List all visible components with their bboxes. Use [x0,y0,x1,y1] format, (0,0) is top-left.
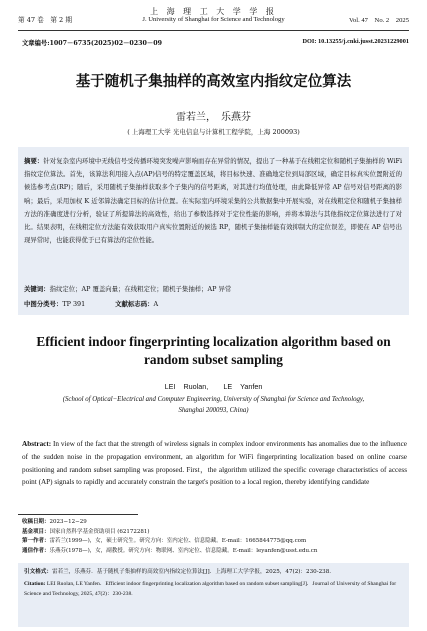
abstract-en-text: In view of the fact that the strength of wireless signals in complex indoor environments has anomalies due to the influence of the sudden noise in the propagation environment, an algorithm for WiFi fingerprinting localization based on online coarse positioning and random subset sampling was proposed. First，the algorithm utilized the specific coverage characteristics of access point (AP) signals to rapidly and accurately constrain the target's position to a local region, thereby identifying candidate [22,440,407,487]
clc-label: 中图分类号： [24,300,63,308]
header-divider [18,30,409,31]
classification [24,299,402,308]
volume-issue-cn: 第 47 卷 第 2 期 [18,16,72,24]
clc-number: TP 391 [62,300,86,308]
citation-cn-text: 雷若兰，乐燕芬．基于随机子集抽样的高效室内指纹定位算法[J]．上海理工大学学报，2025，47(2)：230-238. [51,569,332,575]
keywords-cn-label: 关键词： [24,285,50,293]
footnote-received: 收稿日期：2023−12−29 [22,519,87,525]
affiliation-en: (School of Optical−Electrical and Computer Engineering, University of Shanghai for Science and Technology, Shanghai 200093, China) [62,396,365,414]
article-number: 文章编号:1007－6735(2025)02－0230－09 [22,40,162,47]
doi[interactable]: DOI: 10.13255/j.cnki.jusst.20231229001 [302,38,409,45]
citation-cn-label: 引文格式： [24,569,52,575]
journal-title-en: J. University of Shanghai for Science and Technology [142,16,285,23]
paper-title-cn: 基于随机子集抽样的高效室内指纹定位算法 [75,74,352,90]
journal-header [18,6,409,28]
citation-cn [24,567,404,577]
volume-issue-en: Vol. 47 No. 2 2025 [349,17,409,24]
chinese-abstract-block [18,147,409,315]
abstract-cn-label: 摘要： [24,157,44,165]
citation-block [18,563,409,627]
keywords-cn [24,284,402,293]
citation-en-text: LEI Ruolan, LE Yanfen．Efficient indoor fingerprinting localization algorithm based on random subset sampling[J]．Journal of University of Shanghai for Science and Technology, 2025, 47(2)：230-238. [24,581,397,597]
affiliation-cn: ( 上海理工大学 光电信息与计算机工程学院，上海 200093) [127,128,300,136]
document-code: A [153,300,159,308]
abstract-en-label: Abstract: [22,440,52,448]
document-code-label: 文献标志码： [115,300,154,308]
authors-cn: 雷若兰， 乐燕芬 [176,112,251,123]
footnote-corresponding-author: 通信作者：乐燕芬(1978—)，女，副教授。研究方向：物联网、室内定位、信息隐藏。E-mail：leyanfen@usst.edu.cn [22,547,318,554]
authors-en: LEI Ruolan, LE Yanfen [164,382,263,391]
keywords-cn-text: 指纹定位；AP 覆盖向量；在线粗定位；随机子集抽样；AP 异常 [49,285,232,293]
footnotes [22,518,407,556]
abstract-en [22,438,407,489]
footnote-funding: 基金项目：国家自然科学基金资助项目 (62172281) [22,528,150,535]
paper-title-en: Efficient indoor fingerprinting localization algorithm based on random subset sampling [36,334,391,367]
abstract-cn [24,155,402,247]
footnote-divider [18,514,138,515]
citation-en [24,579,404,599]
journal-title-cn: 上 海 理 工 大 学 学 报 [150,7,277,16]
footnote-first-author: 第一作者：雷若兰(1999—)，女，硕士研究生。研究方向：室内定位、信息隐藏。E-mail：1665844775@qq.com [22,538,307,545]
abstract-cn-text: 针对复杂室内环境中无线信号受传播环境突发噪声影响而存在异常的情况，提出了一种基于在线粗定位和随机子集抽样的 WiFi 指纹定位算法。首先，该算法利用接入点(AP)信号的特定覆盖区域，将目标快速、准确地定位到局部区域，确定目标真实位置附近的候选参考点(RP)；随后，采用随机子集抽样获取多个子集内的信号距离，对其进行均值处理，由此降低异常 AP 信号对信号距离的影响；最后，采用加权 K 近邻算法确定目标的估计位置。在实际室内环境采集的公共数据集中开展实验，对在线粗定位和随机子集抽样方法的准确度进行分析，验证了所提算法的高效性，给出了参数选择对于定位性能的影响，并将本算法与其他指纹定位算法进行了对比。结果表明，在线粗定位方法能有效获取用户真实位置附近的候选 RP，随机子集抽样能有效抑制大的定位误差，即使在 AP 信号出现异常时，也能获得优于已有算法的定位性能。 [24,157,402,245]
citation-en-label: Citation: [24,581,46,587]
